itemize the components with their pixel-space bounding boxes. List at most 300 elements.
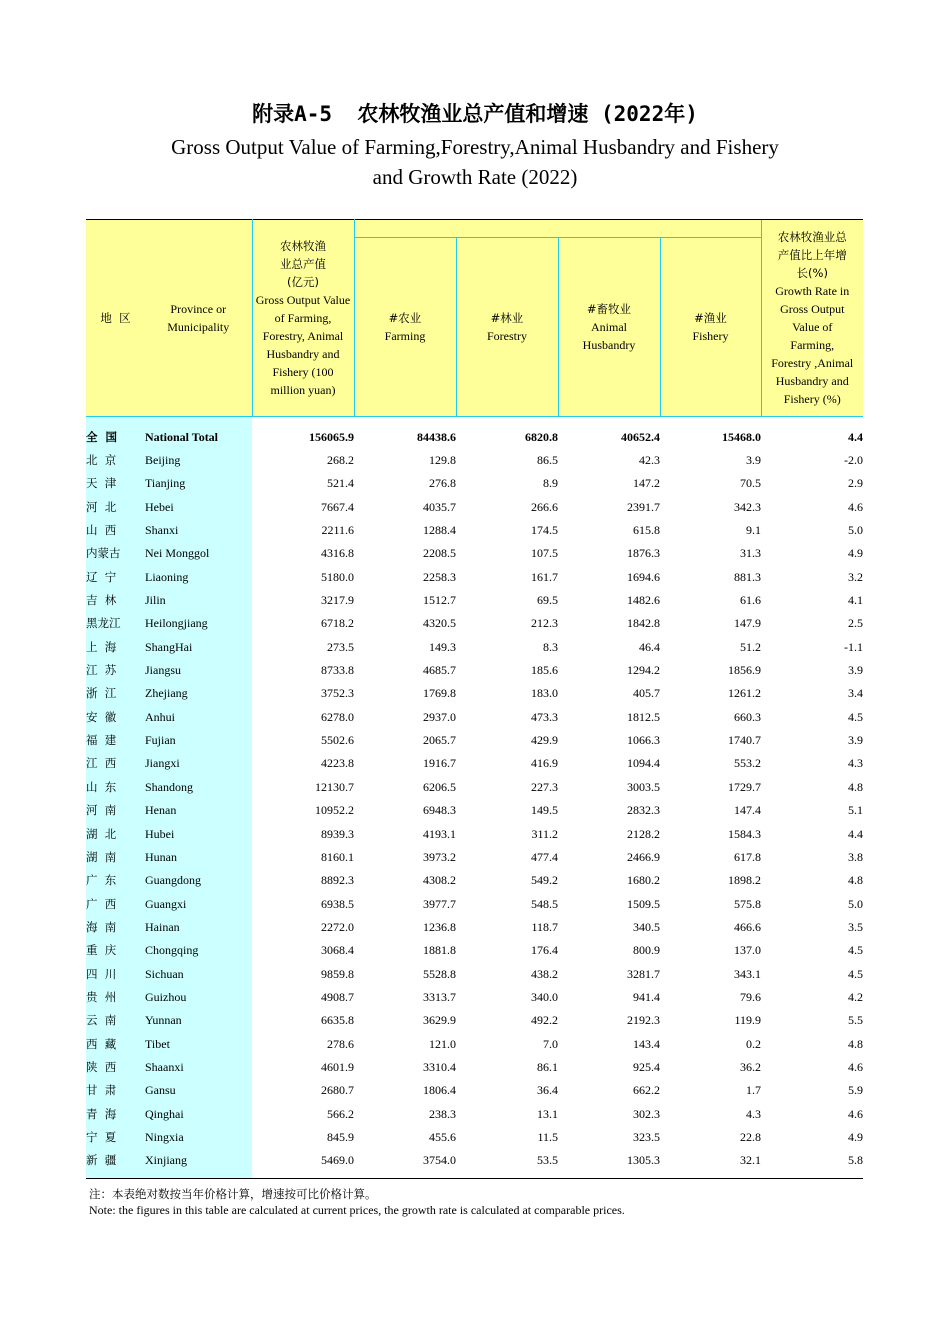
cell-animal: 147.2: [633, 476, 660, 491]
cell-fishery: 51.2: [740, 639, 761, 654]
cell-total: 4601.9: [321, 1059, 354, 1074]
table-row: [86, 518, 863, 541]
cell-growth: 4.6: [848, 1106, 863, 1121]
region-name-cn: 广 东: [86, 869, 145, 892]
cell-animal: 2466.9: [627, 849, 660, 864]
cell-forestry: 492.2: [531, 1013, 558, 1028]
table-row: [86, 542, 863, 565]
cell-fishery: 1898.2: [728, 873, 761, 888]
region-name-en: Heilongjiang: [145, 612, 252, 635]
region-name-cn: 黑龙江: [86, 612, 145, 635]
cell-farming: 1512.7: [423, 593, 456, 608]
cell-fishery: 1.7: [746, 1083, 761, 1098]
cell-farming: 6206.5: [423, 779, 456, 794]
region-name-en: Guizhou: [145, 985, 252, 1008]
table-row: [86, 658, 863, 681]
region-name-cn: 河 南: [86, 799, 145, 822]
cell-forestry: 185.6: [531, 663, 558, 678]
cell-farming: 4308.2: [423, 873, 456, 888]
region-name-cn: 广 西: [86, 892, 145, 915]
cell-fishery: 61.6: [740, 593, 761, 608]
region-name-en: Beijing: [145, 448, 252, 471]
table-row: [86, 1009, 863, 1032]
region-name-en: Jiangsu: [145, 658, 252, 681]
table-row: [86, 752, 863, 775]
cell-forestry: 311.2: [531, 826, 558, 841]
cell-forestry: 438.2: [531, 966, 558, 981]
table-row: [86, 682, 863, 705]
region-name-cn: 湖 南: [86, 845, 145, 868]
cell-animal: 40652.4: [621, 429, 660, 444]
page-title-english: Gross Output Value of Farming,Forestry,Animal Husbandry and Fishery and Growth Rate (2022): [171, 135, 779, 189]
cell-total: 4223.8: [321, 756, 354, 771]
cell-animal: 3003.5: [627, 779, 660, 794]
cell-total: 845.9: [327, 1129, 354, 1144]
cell-growth: 2.5: [848, 616, 863, 631]
cell-forestry: 7.0: [543, 1036, 558, 1051]
cell-animal: 615.8: [633, 523, 660, 538]
cell-total: 4316.8: [321, 546, 354, 561]
cell-growth: 4.4: [848, 429, 863, 444]
cell-farming: 3754.0: [354, 1149, 456, 1179]
cell-forestry: 429.9: [531, 733, 558, 748]
region-name-cn: 山 东: [86, 775, 145, 798]
cell-total: 2680.7: [321, 1083, 354, 1098]
cell-growth: 4.8: [848, 1036, 863, 1051]
cell-animal: 1876.3: [627, 546, 660, 561]
region-name-cn: 安 徽: [86, 705, 145, 728]
cell-forestry: 118.7: [531, 919, 558, 934]
region-name-en: Shandong: [145, 775, 252, 798]
cell-fishery: 553.2: [734, 756, 761, 771]
cell-growth: 3.8: [848, 849, 863, 864]
region-name-cn: 海 南: [86, 915, 145, 938]
region-name-en: Chongqing: [145, 939, 252, 962]
region-name-cn: 上 海: [86, 635, 145, 658]
cell-total: 5469.0: [252, 1149, 354, 1179]
region-name-en: Hubei: [145, 822, 252, 845]
cell-animal: 1694.6: [627, 569, 660, 584]
region-name-cn: 山 西: [86, 518, 145, 541]
cell-fishery: 9.1: [746, 523, 761, 538]
region-name-en: Shaanxi: [145, 1055, 252, 1078]
region-name-en: Fujian: [145, 728, 252, 751]
table-row: [86, 869, 863, 892]
cell-animal: 2391.7: [627, 499, 660, 514]
cell-forestry: 212.3: [531, 616, 558, 631]
cell-animal: 323.5: [633, 1129, 660, 1144]
region-name-cn: 北 京: [86, 448, 145, 471]
table-row: [86, 705, 863, 728]
cell-growth: 5.8: [761, 1149, 863, 1179]
cell-animal: 1066.3: [627, 733, 660, 748]
cell-fishery: 617.8: [734, 849, 761, 864]
table-row: [86, 1055, 863, 1078]
region-name-en: Xinjiang: [145, 1149, 252, 1179]
cell-forestry: 69.5: [537, 593, 558, 608]
table-row: [86, 799, 863, 822]
cell-fishery: 4.3: [746, 1106, 761, 1121]
cell-total: 521.4: [327, 476, 354, 491]
region-name-cn: 天 津: [86, 472, 145, 495]
cell-total: 8892.3: [321, 873, 354, 888]
cell-forestry: 53.5: [456, 1149, 558, 1179]
cell-total: 2272.0: [321, 919, 354, 934]
cell-growth: -1.1: [844, 639, 863, 654]
cell-animal: 1482.6: [627, 593, 660, 608]
cell-forestry: 8.3: [543, 639, 558, 654]
table-row: [86, 1079, 863, 1102]
cell-farming: 3629.9: [423, 1013, 456, 1028]
cell-forestry: 473.3: [531, 709, 558, 724]
cell-fishery: 1584.3: [728, 826, 761, 841]
cell-animal: 143.4: [633, 1036, 660, 1051]
region-name-en: ShangHai: [145, 635, 252, 658]
cell-animal: 1680.2: [627, 873, 660, 888]
cell-fishery: 3.9: [746, 453, 761, 468]
cell-growth: 3.4: [848, 686, 863, 701]
cell-farming: 238.3: [429, 1106, 456, 1121]
cell-farming: 1236.8: [423, 919, 456, 934]
cell-animal: 2832.3: [627, 803, 660, 818]
cell-farming: 2258.3: [423, 569, 456, 584]
cell-total: 6278.0: [321, 709, 354, 724]
table-row: [86, 985, 863, 1008]
table-row: [86, 1032, 863, 1055]
cell-animal: 1094.4: [627, 756, 660, 771]
cell-farming: 1916.7: [423, 756, 456, 771]
cell-fishery: 119.9: [734, 1013, 761, 1028]
header-fishery: #渔业 Fishery: [660, 238, 761, 417]
cell-farming: 2208.5: [423, 546, 456, 561]
cell-growth: 4.2: [848, 989, 863, 1004]
cell-fishery: 881.3: [734, 569, 761, 584]
cell-growth: 4.8: [848, 779, 863, 794]
region-name-cn: 全 国: [86, 417, 145, 449]
header-animal-husbandry: #畜牧业 Animal Husbandry: [558, 238, 660, 417]
region-name-en: Anhui: [145, 705, 252, 728]
cell-fishery: 70.5: [740, 476, 761, 491]
table-row: [86, 939, 863, 962]
cell-growth: 5.5: [848, 1013, 863, 1028]
cell-animal: 405.7: [633, 686, 660, 701]
cell-total: 2211.6: [321, 523, 354, 538]
cell-animal: 3281.7: [627, 966, 660, 981]
note-english: Note: the figures in this table are calculated at current prices, the growth rate is calculated at comparable prices.: [89, 1203, 625, 1217]
cell-farming: 4685.7: [423, 663, 456, 678]
cell-farming: 4035.7: [423, 499, 456, 514]
cell-total: 566.2: [327, 1106, 354, 1121]
table-row: [86, 1149, 863, 1179]
cell-growth: 3.5: [848, 919, 863, 934]
region-name-cn: 浙 江: [86, 682, 145, 705]
cell-total: 6635.8: [321, 1013, 354, 1028]
region-name-en: Hainan: [145, 915, 252, 938]
cell-total: 6938.5: [321, 896, 354, 911]
cell-animal: 1305.3: [558, 1149, 660, 1179]
cell-fishery: 1729.7: [728, 779, 761, 794]
region-name-cn: 内蒙古: [86, 542, 145, 565]
region-name-en: Tianjing: [145, 472, 252, 495]
cell-total: 156065.9: [309, 429, 354, 444]
cell-forestry: 11.5: [537, 1129, 558, 1144]
cell-total: 8733.8: [321, 663, 354, 678]
table-row: [86, 845, 863, 868]
table-row: [86, 1125, 863, 1148]
cell-total: 5180.0: [321, 569, 354, 584]
region-name-cn: 新 疆: [86, 1149, 145, 1179]
table-row: [86, 962, 863, 985]
table-row: [86, 728, 863, 751]
table-row: [86, 822, 863, 845]
cell-farming: 4193.1: [423, 826, 456, 841]
cell-fishery: 22.8: [740, 1129, 761, 1144]
cell-animal: 1294.2: [627, 663, 660, 678]
region-name-cn: 重 庆: [86, 939, 145, 962]
region-name-en: Nei Monggol: [145, 542, 252, 565]
cell-total: 278.6: [327, 1036, 354, 1051]
cell-growth: 4.3: [848, 756, 863, 771]
cell-farming: 276.8: [429, 476, 456, 491]
region-name-en: Jilin: [145, 588, 252, 611]
cell-animal: 1509.5: [627, 896, 660, 911]
cell-forestry: 266.6: [531, 499, 558, 514]
region-name-cn: 四 川: [86, 962, 145, 985]
region-name-en: Hebei: [145, 495, 252, 518]
cell-farming: 1769.8: [423, 686, 456, 701]
region-name-en: Zhejiang: [145, 682, 252, 705]
cell-growth: 5.0: [848, 523, 863, 538]
cell-animal: 2128.2: [627, 826, 660, 841]
cell-growth: 4.5: [848, 943, 863, 958]
cell-animal: 46.4: [639, 639, 660, 654]
region-name-en: Guangxi: [145, 892, 252, 915]
cell-fishery: 343.1: [734, 966, 761, 981]
cell-forestry: 86.1: [537, 1059, 558, 1074]
cell-growth: 5.1: [848, 803, 863, 818]
region-name-en: Yunnan: [145, 1009, 252, 1032]
cell-animal: 662.2: [633, 1083, 660, 1098]
region-name-en: Shanxi: [145, 518, 252, 541]
gross-output-table: [86, 219, 863, 1179]
cell-animal: 302.3: [633, 1106, 660, 1121]
cell-total: 3752.3: [321, 686, 354, 701]
cell-growth: 5.0: [848, 896, 863, 911]
table-row: [86, 1102, 863, 1125]
cell-total: 273.5: [327, 639, 354, 654]
cell-fishery: 147.4: [734, 803, 761, 818]
cell-growth: 4.5: [848, 966, 863, 981]
cell-total: 10952.2: [315, 803, 354, 818]
cell-farming: 2065.7: [423, 733, 456, 748]
cell-farming: 84438.6: [417, 429, 456, 444]
region-name-en: National Total: [145, 417, 252, 449]
cell-fishery: 32.1: [660, 1149, 761, 1179]
cell-growth: 4.1: [848, 593, 863, 608]
cell-growth: -2.0: [844, 453, 863, 468]
cell-fishery: 31.3: [740, 546, 761, 561]
cell-forestry: 86.5: [537, 453, 558, 468]
region-name-cn: 辽 宁: [86, 565, 145, 588]
cell-fishery: 147.9: [734, 616, 761, 631]
table-row: [86, 892, 863, 915]
cell-farming: 3977.7: [423, 896, 456, 911]
table-row: [86, 448, 863, 471]
cell-growth: 5.9: [848, 1083, 863, 1098]
cell-farming: 149.3: [429, 639, 456, 654]
cell-animal: 2192.3: [627, 1013, 660, 1028]
cell-growth: 4.6: [848, 499, 863, 514]
table-row: [86, 915, 863, 938]
table-row: [86, 495, 863, 518]
header-growth: 农林牧渔业总产值比上年增长(%) Growth Rate in Gross Output Value of Farming, Forestry ,Animal Husbandry and Fishery (%): [761, 220, 863, 417]
cell-fishery: 15468.0: [722, 429, 761, 444]
region-name-cn: 甘 肃: [86, 1079, 145, 1102]
header-region-en: Province or Municipality: [145, 220, 252, 417]
region-name-cn: 青 海: [86, 1102, 145, 1125]
cell-total: 5502.6: [321, 733, 354, 748]
header-forestry: #林业 Forestry: [456, 238, 558, 417]
cell-forestry: 549.2: [531, 873, 558, 888]
region-name-cn: 河 北: [86, 495, 145, 518]
cell-forestry: 149.5: [531, 803, 558, 818]
region-name-cn: 福 建: [86, 728, 145, 751]
cell-total: 7667.4: [321, 499, 354, 514]
cell-total: 3068.4: [321, 943, 354, 958]
cell-forestry: 477.4: [531, 849, 558, 864]
cell-forestry: 13.1: [537, 1106, 558, 1121]
table-row: [86, 472, 863, 495]
header-region-cn: 地 区: [86, 220, 145, 417]
cell-fishery: 466.6: [734, 919, 761, 934]
region-name-en: Qinghai: [145, 1102, 252, 1125]
region-name-en: Sichuan: [145, 962, 252, 985]
cell-farming: 2937.0: [423, 709, 456, 724]
region-name-cn: 陕 西: [86, 1055, 145, 1078]
region-name-cn: 江 西: [86, 752, 145, 775]
cell-animal: 941.4: [633, 989, 660, 1004]
cell-growth: 4.9: [848, 546, 863, 561]
cell-forestry: 176.4: [531, 943, 558, 958]
cell-fishery: 342.3: [734, 499, 761, 514]
cell-fishery: 36.2: [740, 1059, 761, 1074]
cell-animal: 800.9: [633, 943, 660, 958]
cell-farming: 4320.5: [423, 616, 456, 631]
cell-growth: 2.9: [848, 476, 863, 491]
cell-total: 268.2: [327, 453, 354, 468]
table-row: [86, 635, 863, 658]
region-name-cn: 江 苏: [86, 658, 145, 681]
table-row: [86, 588, 863, 611]
region-name-cn: 吉 林: [86, 588, 145, 611]
cell-total: 12130.7: [315, 779, 354, 794]
region-name-en: Liaoning: [145, 565, 252, 588]
cell-farming: 455.6: [429, 1129, 456, 1144]
table-row: [86, 417, 863, 449]
cell-forestry: 8.9: [543, 476, 558, 491]
cell-farming: 1806.4: [423, 1083, 456, 1098]
cell-animal: 1812.5: [627, 709, 660, 724]
cell-growth: 3.2: [848, 569, 863, 584]
region-name-cn: 湖 北: [86, 822, 145, 845]
cell-growth: 4.6: [848, 1059, 863, 1074]
cell-fishery: 1856.9: [728, 663, 761, 678]
cell-total: 4908.7: [321, 989, 354, 1004]
cell-farming: 3310.4: [423, 1059, 456, 1074]
note-chinese: 注：本表绝对数按当年价格计算，增速按可比价格计算。: [89, 1187, 377, 1201]
cell-growth: 4.8: [848, 873, 863, 888]
cell-fishery: 575.8: [734, 896, 761, 911]
cell-forestry: 227.3: [531, 779, 558, 794]
cell-farming: 6948.3: [423, 803, 456, 818]
cell-total: 3217.9: [321, 593, 354, 608]
cell-farming: 121.0: [429, 1036, 456, 1051]
cell-growth: 3.9: [848, 663, 863, 678]
region-name-en: Ningxia: [145, 1125, 252, 1148]
cell-animal: 925.4: [633, 1059, 660, 1074]
region-name-cn: 宁 夏: [86, 1125, 145, 1148]
cell-fishery: 137.0: [734, 943, 761, 958]
region-name-cn: 云 南: [86, 1009, 145, 1032]
cell-total: 8939.3: [321, 826, 354, 841]
region-name-en: Gansu: [145, 1079, 252, 1102]
region-name-cn: 西 藏: [86, 1032, 145, 1055]
table-row: [86, 775, 863, 798]
table-body: [86, 417, 863, 1179]
cell-farming: 1881.8: [423, 943, 456, 958]
cell-animal: 340.5: [633, 919, 660, 934]
cell-growth: 4.9: [848, 1129, 863, 1144]
cell-forestry: 174.5: [531, 523, 558, 538]
cell-farming: 5528.8: [423, 966, 456, 981]
cell-fishery: 660.3: [734, 709, 761, 724]
cell-forestry: 161.7: [531, 569, 558, 584]
page-title-chinese: 附录A-5 农林牧渔业总产值和增速 (2022年): [252, 102, 698, 126]
cell-growth: 3.9: [848, 733, 863, 748]
cell-total: 9859.8: [321, 966, 354, 981]
table-row: [86, 612, 863, 635]
cell-fishery: 1261.2: [728, 686, 761, 701]
cell-farming: 3973.2: [423, 849, 456, 864]
cell-forestry: 416.9: [531, 756, 558, 771]
cell-forestry: 183.0: [531, 686, 558, 701]
cell-forestry: 107.5: [531, 546, 558, 561]
region-name-en: Guangdong: [145, 869, 252, 892]
cell-animal: 1842.8: [627, 616, 660, 631]
cell-farming: 1288.4: [423, 523, 456, 538]
region-name-en: Jiangxi: [145, 752, 252, 775]
cell-fishery: 1740.7: [728, 733, 761, 748]
cell-forestry: 36.4: [537, 1083, 558, 1098]
region-name-en: Henan: [145, 799, 252, 822]
header-total: 农林牧渔业总产值(亿元) Gross Output Value of Farming, Forestry, Animal Husbandry and Fishery (100 million yuan): [252, 220, 354, 417]
cell-animal: 42.3: [639, 453, 660, 468]
cell-growth: 4.4: [848, 826, 863, 841]
region-name-en: Tibet: [145, 1032, 252, 1055]
cell-growth: 4.5: [848, 709, 863, 724]
cell-forestry: 6820.8: [525, 429, 558, 444]
table-row: [86, 565, 863, 588]
cell-fishery: 79.6: [740, 989, 761, 1004]
cell-farming: 3313.7: [423, 989, 456, 1004]
region-name-en: Hunan: [145, 845, 252, 868]
cell-farming: 129.8: [429, 453, 456, 468]
cell-total: 6718.2: [321, 616, 354, 631]
cell-forestry: 548.5: [531, 896, 558, 911]
cell-forestry: 340.0: [531, 989, 558, 1004]
cell-fishery: 0.2: [746, 1036, 761, 1051]
cell-total: 8160.1: [321, 849, 354, 864]
